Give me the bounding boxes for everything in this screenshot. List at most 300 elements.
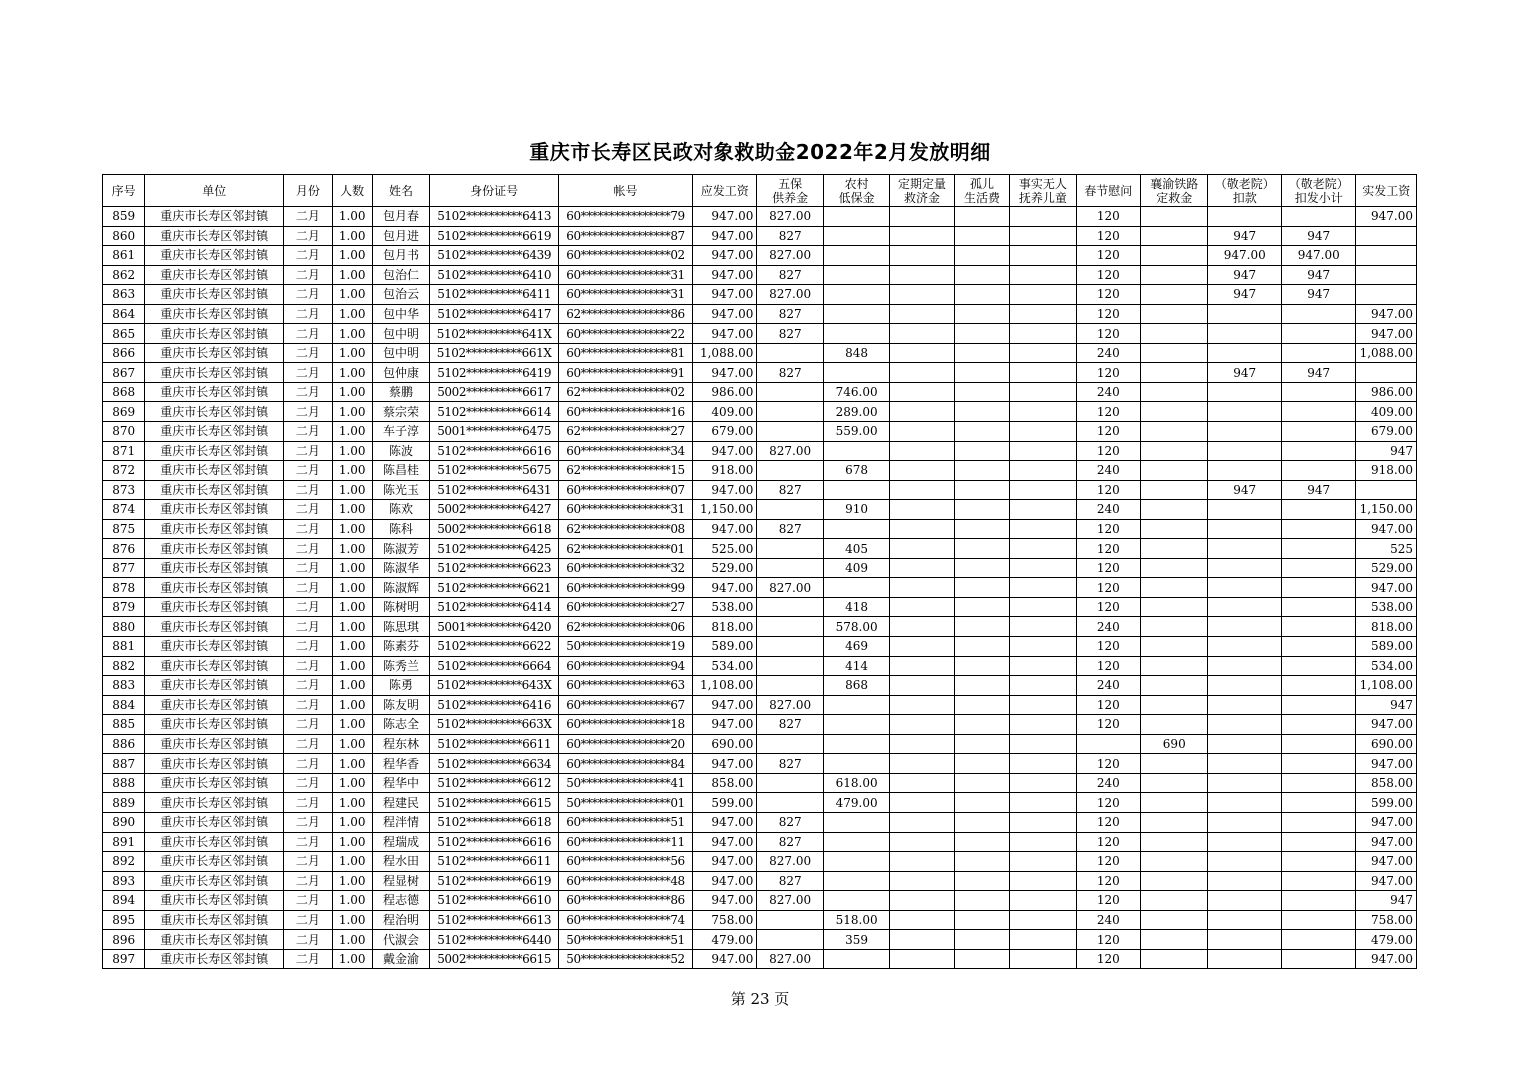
table-cell: 858.00	[1356, 773, 1417, 793]
table-cell: 120	[1076, 363, 1140, 383]
table-cell	[890, 441, 954, 461]
table-cell: 867	[103, 363, 145, 383]
table-cell: 518.00	[823, 910, 889, 930]
table-cell: 1.00	[332, 304, 372, 324]
table-row	[103, 207, 1417, 227]
table-cell: 409.00	[1356, 402, 1417, 422]
table-cell: 120	[1076, 597, 1140, 617]
table-cell: 1.00	[332, 578, 372, 598]
table-cell: 827	[757, 871, 823, 891]
table-cell: 947.00	[692, 891, 756, 911]
table-cell	[1141, 324, 1208, 344]
table-cell: 程瑞成	[372, 832, 429, 852]
table-cell	[890, 617, 954, 637]
table-cell: 858.00	[692, 773, 756, 793]
column-header: 农村 低保金	[823, 175, 889, 207]
table-cell	[1281, 519, 1356, 539]
table-cell: 918.00	[692, 461, 756, 481]
table-cell: 1,150.00	[692, 500, 756, 520]
table-cell: 880	[103, 617, 145, 637]
table-cell: 827.00	[757, 695, 823, 715]
table-cell	[890, 382, 954, 402]
table-cell	[757, 676, 823, 696]
table-row	[103, 773, 1417, 793]
table-cell: 120	[1076, 519, 1140, 539]
table-row	[103, 461, 1417, 481]
table-cell: 60****************11	[559, 832, 693, 852]
table-cell: 678	[823, 461, 889, 481]
table-cell	[1281, 422, 1356, 442]
table-cell: 二月	[284, 852, 332, 872]
table-cell: 陈友明	[372, 695, 429, 715]
table-cell: 947.00	[1356, 715, 1417, 735]
table-cell: 5102**********6417	[430, 304, 559, 324]
table-cell: 479.00	[692, 930, 756, 950]
table-cell	[890, 812, 954, 832]
table-cell: 886	[103, 734, 145, 754]
table-cell	[890, 656, 954, 676]
table-cell: 818.00	[692, 617, 756, 637]
table-cell: 120	[1076, 578, 1140, 598]
table-cell	[1010, 343, 1076, 363]
table-cell: 二月	[284, 382, 332, 402]
table-cell	[1010, 402, 1076, 422]
table-cell: 50****************19	[559, 637, 693, 657]
table-cell	[1010, 422, 1076, 442]
table-cell: 947.00	[1356, 324, 1417, 344]
table-cell: 1.00	[332, 695, 372, 715]
table-cell: 827	[757, 265, 823, 285]
table-cell: 陈淑芳	[372, 539, 429, 559]
table-cell: 二月	[284, 500, 332, 520]
table-cell: 二月	[284, 363, 332, 383]
table-cell: 120	[1076, 246, 1140, 266]
table-cell: 240	[1076, 461, 1140, 481]
table-cell	[954, 676, 1009, 696]
table-cell	[1281, 578, 1356, 598]
table-cell: 重庆市长寿区邻封镇	[145, 793, 284, 813]
table-cell	[1010, 676, 1076, 696]
table-cell: 60****************02	[559, 246, 693, 266]
table-cell: 5102**********643X	[430, 676, 559, 696]
table-cell: 5102**********6439	[430, 246, 559, 266]
table-cell: 程治明	[372, 910, 429, 930]
table-cell: 陈科	[372, 519, 429, 539]
table-cell: 947.00	[692, 304, 756, 324]
table-cell: 二月	[284, 597, 332, 617]
table-cell: 690	[1141, 734, 1208, 754]
table-row	[103, 402, 1417, 422]
table-cell	[1281, 871, 1356, 891]
table-cell: 120	[1076, 891, 1140, 911]
table-cell: 891	[103, 832, 145, 852]
table-cell	[823, 226, 889, 246]
table-header-row	[103, 175, 1417, 207]
table-cell	[757, 637, 823, 657]
table-cell: 1.00	[332, 324, 372, 344]
table-cell	[1281, 754, 1356, 774]
table-cell: 程显树	[372, 871, 429, 891]
table-cell: 60****************74	[559, 910, 693, 930]
table-cell	[1010, 852, 1076, 872]
table-cell	[954, 324, 1009, 344]
column-header: 事实无人 抚养儿童	[1010, 175, 1076, 207]
table-cell: 240	[1076, 617, 1140, 637]
table-cell: 578.00	[823, 617, 889, 637]
table-cell: 陈素芬	[372, 637, 429, 657]
table-cell: 120	[1076, 558, 1140, 578]
table-cell	[890, 597, 954, 617]
table-cell: 240	[1076, 676, 1140, 696]
table-cell: 重庆市长寿区邻封镇	[145, 617, 284, 637]
column-header: 序号	[103, 175, 145, 207]
table-cell: 409.00	[692, 402, 756, 422]
table-row	[103, 382, 1417, 402]
table-cell: 60****************63	[559, 676, 693, 696]
table-cell: 50****************52	[559, 949, 693, 969]
table-cell: 947.00	[1356, 578, 1417, 598]
table-cell: 827	[757, 226, 823, 246]
table-cell: 947.00	[1356, 519, 1417, 539]
table-cell: 883	[103, 676, 145, 696]
table-cell	[954, 832, 1009, 852]
table-cell: 947.00	[1356, 207, 1417, 227]
table-cell: 重庆市长寿区邻封镇	[145, 441, 284, 461]
table-cell	[954, 422, 1009, 442]
table-cell: 120	[1076, 402, 1140, 422]
table-cell: 120	[1076, 226, 1140, 246]
table-cell: 120	[1076, 539, 1140, 559]
table-cell: 50****************41	[559, 773, 693, 793]
table-cell	[890, 891, 954, 911]
table-cell: 5102**********6419	[430, 363, 559, 383]
table-cell	[890, 715, 954, 735]
table-cell	[1141, 832, 1208, 852]
table-cell: 二月	[284, 207, 332, 227]
table-cell: 60****************31	[559, 285, 693, 305]
table-cell	[1141, 539, 1208, 559]
table-cell: 409	[823, 558, 889, 578]
table-cell	[1141, 812, 1208, 832]
table-cell: 534.00	[692, 656, 756, 676]
table-cell: 418	[823, 597, 889, 617]
table-cell: 5001**********6420	[430, 617, 559, 637]
table-cell: 5102**********6615	[430, 793, 559, 813]
table-cell: 758.00	[1356, 910, 1417, 930]
table-row	[103, 949, 1417, 969]
table-cell: 60****************56	[559, 852, 693, 872]
table-cell: 重庆市长寿区邻封镇	[145, 832, 284, 852]
table-cell	[823, 695, 889, 715]
table-cell: 1,150.00	[1356, 500, 1417, 520]
table-cell: 414	[823, 656, 889, 676]
table-cell: 120	[1076, 695, 1140, 715]
table-cell	[1010, 871, 1076, 891]
table-cell: 525	[1356, 539, 1417, 559]
table-cell	[1010, 246, 1076, 266]
table-cell	[1281, 656, 1356, 676]
table-cell	[1281, 441, 1356, 461]
table-cell: 289.00	[823, 402, 889, 422]
table-cell: 60****************86	[559, 891, 693, 911]
table-cell	[890, 265, 954, 285]
table-cell	[954, 304, 1009, 324]
table-cell: 947.00	[692, 695, 756, 715]
table-cell: 二月	[284, 930, 332, 950]
table-cell	[1208, 519, 1282, 539]
table-cell: 60****************16	[559, 402, 693, 422]
table-cell: 877	[103, 558, 145, 578]
table-cell: 重庆市长寿区邻封镇	[145, 382, 284, 402]
table-cell	[954, 715, 1009, 735]
table-cell: 60****************22	[559, 324, 693, 344]
table-cell	[1208, 597, 1282, 617]
table-cell: 1,088.00	[692, 343, 756, 363]
table-cell: 1.00	[332, 656, 372, 676]
table-cell	[1356, 285, 1417, 305]
table-cell	[757, 461, 823, 481]
table-cell	[1141, 949, 1208, 969]
table-cell: 5002**********6615	[430, 949, 559, 969]
table-cell: 5102**********6611	[430, 734, 559, 754]
table-cell: 878	[103, 578, 145, 598]
table-cell: 60****************94	[559, 656, 693, 676]
table-cell: 重庆市长寿区邻封镇	[145, 422, 284, 442]
table-cell: 240	[1076, 343, 1140, 363]
table-cell	[1281, 695, 1356, 715]
table-cell	[954, 734, 1009, 754]
table-cell: 5102**********6613	[430, 910, 559, 930]
table-cell	[823, 852, 889, 872]
table-cell	[1010, 382, 1076, 402]
table-cell	[757, 793, 823, 813]
table-cell: 874	[103, 500, 145, 520]
table-cell: 5102**********6621	[430, 578, 559, 598]
table-cell	[1141, 519, 1208, 539]
table-cell	[1208, 207, 1282, 227]
table-row	[103, 871, 1417, 891]
table-cell: 5102**********6411	[430, 285, 559, 305]
table-cell	[1010, 617, 1076, 637]
table-cell	[954, 558, 1009, 578]
table-cell	[823, 324, 889, 344]
table-cell	[1208, 812, 1282, 832]
table-cell	[1010, 910, 1076, 930]
table-row	[103, 363, 1417, 383]
table-cell	[1208, 422, 1282, 442]
table-cell: 947.00	[1356, 871, 1417, 891]
table-cell	[1208, 304, 1282, 324]
table-cell	[1208, 676, 1282, 696]
table-cell: 程东林	[372, 734, 429, 754]
table-cell	[954, 754, 1009, 774]
table-cell	[1010, 265, 1076, 285]
table-cell: 1,108.00	[692, 676, 756, 696]
table-cell	[1076, 734, 1140, 754]
table-cell	[954, 500, 1009, 520]
table-cell	[954, 812, 1009, 832]
table-cell: 599.00	[692, 793, 756, 813]
table-cell	[1141, 558, 1208, 578]
table-cell: 889	[103, 793, 145, 813]
table-cell	[1208, 558, 1282, 578]
table-cell	[1281, 949, 1356, 969]
table-cell: 重庆市长寿区邻封镇	[145, 500, 284, 520]
table-cell: 827.00	[757, 578, 823, 598]
column-header: 定期定量 救济金	[890, 175, 954, 207]
table-cell: 359	[823, 930, 889, 950]
table-cell: 864	[103, 304, 145, 324]
table-cell	[1281, 676, 1356, 696]
table-cell: 5102**********6425	[430, 539, 559, 559]
table-cell: 910	[823, 500, 889, 520]
table-cell: 827	[757, 519, 823, 539]
table-cell: 蔡鹏	[372, 382, 429, 402]
table-cell: 60****************79	[559, 207, 693, 227]
table-cell: 陈树明	[372, 597, 429, 617]
table-cell	[1010, 461, 1076, 481]
table-cell: 120	[1076, 207, 1140, 227]
table-row	[103, 500, 1417, 520]
table-cell	[823, 871, 889, 891]
table-cell: 5102**********6634	[430, 754, 559, 774]
table-cell	[1208, 930, 1282, 950]
table-cell: 二月	[284, 949, 332, 969]
table-cell	[1141, 617, 1208, 637]
table-cell	[1208, 871, 1282, 891]
table-cell	[1010, 656, 1076, 676]
table-cell: 重庆市长寿区邻封镇	[145, 910, 284, 930]
table-cell: 60****************48	[559, 871, 693, 891]
table-cell	[1208, 715, 1282, 735]
table-cell	[890, 461, 954, 481]
table-cell: 5102**********6414	[430, 597, 559, 617]
table-cell: 1.00	[332, 363, 372, 383]
table-cell	[890, 578, 954, 598]
table-cell: 120	[1076, 949, 1140, 969]
table-cell	[1281, 930, 1356, 950]
table-cell: 873	[103, 480, 145, 500]
table-cell: 1.00	[332, 891, 372, 911]
table-row	[103, 558, 1417, 578]
table-row	[103, 304, 1417, 324]
table-cell: 重庆市长寿区邻封镇	[145, 265, 284, 285]
table-cell: 986.00	[1356, 382, 1417, 402]
table-cell	[1208, 949, 1282, 969]
table-cell: 120	[1076, 324, 1140, 344]
table-cell	[954, 207, 1009, 227]
table-cell	[954, 871, 1009, 891]
table-cell: 589.00	[1356, 637, 1417, 657]
table-cell: 重庆市长寿区邻封镇	[145, 734, 284, 754]
table-cell: 重庆市长寿区邻封镇	[145, 285, 284, 305]
table-cell: 60****************31	[559, 500, 693, 520]
table-cell: 947.00	[692, 871, 756, 891]
table-cell	[1141, 500, 1208, 520]
table-cell	[1281, 734, 1356, 754]
table-cell: 60****************34	[559, 441, 693, 461]
table-cell	[1141, 793, 1208, 813]
table-row	[103, 597, 1417, 617]
table-cell: 947.00	[692, 285, 756, 305]
table-cell	[1208, 324, 1282, 344]
table-cell: 876	[103, 539, 145, 559]
table-cell	[890, 480, 954, 500]
table-cell: 62****************86	[559, 304, 693, 324]
table-cell: 重庆市长寿区邻封镇	[145, 480, 284, 500]
table-cell: 947.00	[692, 812, 756, 832]
table-cell: 重庆市长寿区邻封镇	[145, 754, 284, 774]
table-cell: 二月	[284, 656, 332, 676]
table-cell: 947	[1208, 480, 1282, 500]
table-cell: 5102**********661X	[430, 343, 559, 363]
table-cell	[954, 285, 1009, 305]
table-cell	[757, 734, 823, 754]
table-cell	[890, 304, 954, 324]
table-cell: 程建民	[372, 793, 429, 813]
table-cell	[1281, 637, 1356, 657]
table-cell	[1010, 480, 1076, 500]
table-row	[103, 832, 1417, 852]
table-cell	[1010, 578, 1076, 598]
table-cell: 5102**********6416	[430, 695, 559, 715]
table-cell: 827.00	[757, 285, 823, 305]
table-cell	[1281, 832, 1356, 852]
table-cell: 重庆市长寿区邻封镇	[145, 891, 284, 911]
table-cell: 1.00	[332, 480, 372, 500]
table-cell: 1.00	[332, 773, 372, 793]
table-cell	[890, 695, 954, 715]
table-cell	[954, 226, 1009, 246]
table-cell: 包月书	[372, 246, 429, 266]
table-cell: 120	[1076, 422, 1140, 442]
table-cell	[1281, 617, 1356, 637]
table-cell: 1.00	[332, 285, 372, 305]
table-cell	[1281, 382, 1356, 402]
table-cell: 872	[103, 461, 145, 481]
table-cell	[1208, 343, 1282, 363]
table-cell	[954, 637, 1009, 657]
table-row	[103, 812, 1417, 832]
column-header: （敬老院） 扣款	[1208, 175, 1282, 207]
table-cell	[1141, 754, 1208, 774]
table-cell: 1.00	[332, 539, 372, 559]
table-cell	[890, 500, 954, 520]
table-cell: 947.00	[692, 363, 756, 383]
table-cell	[1208, 793, 1282, 813]
table-cell	[1010, 812, 1076, 832]
table-cell: 1.00	[332, 422, 372, 442]
table-cell: 重庆市长寿区邻封镇	[145, 246, 284, 266]
table-cell	[954, 402, 1009, 422]
table-cell: 程华中	[372, 773, 429, 793]
table-cell	[954, 519, 1009, 539]
table-cell: 818.00	[1356, 617, 1417, 637]
table-cell	[890, 246, 954, 266]
table-cell: 60****************51	[559, 812, 693, 832]
table-cell	[823, 734, 889, 754]
table-cell: 405	[823, 539, 889, 559]
table-cell: 534.00	[1356, 656, 1417, 676]
table-cell: 947	[1208, 226, 1282, 246]
table-cell: 5102**********6616	[430, 441, 559, 461]
table-cell: 947	[1356, 891, 1417, 911]
table-cell	[890, 539, 954, 559]
table-cell: 827.00	[757, 207, 823, 227]
table-cell	[1141, 343, 1208, 363]
table-cell: 5102**********6410	[430, 265, 559, 285]
table-cell: 二月	[284, 754, 332, 774]
